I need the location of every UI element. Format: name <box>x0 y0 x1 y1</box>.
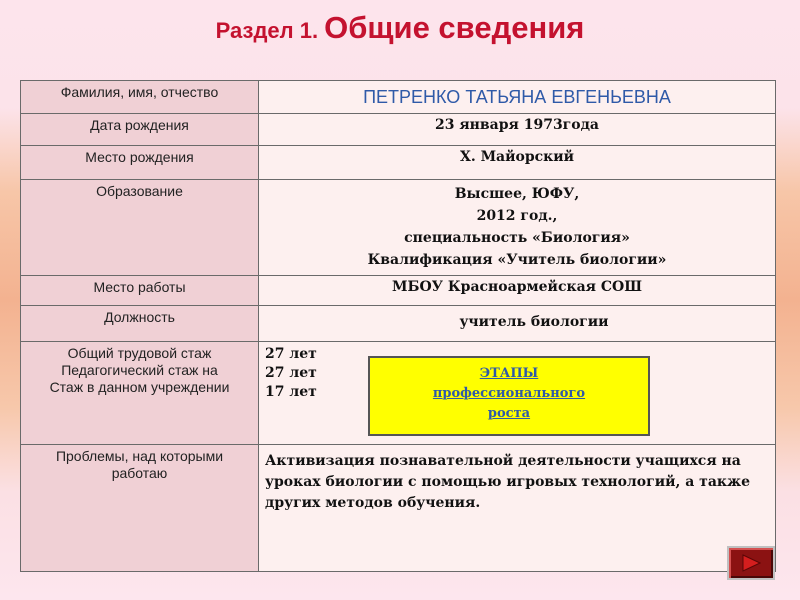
page-title <box>0 10 800 46</box>
education-line: Квалификация «Учитель биологии» <box>367 252 667 268</box>
label-education: Образование <box>21 180 259 276</box>
table-row <box>21 114 776 146</box>
value-position: учитель биологии <box>259 306 776 342</box>
experience-value: 27 лет <box>265 346 317 362</box>
label-birthdate: Дата рождения <box>21 114 259 146</box>
stages-link-line[interactable]: роста <box>487 406 531 421</box>
stages-link-line[interactable]: профессионального <box>432 386 586 401</box>
value-workplace: МБОУ Красноармейская СОШ <box>259 276 776 306</box>
table-row <box>21 180 776 276</box>
experience-value: 17 лет <box>265 384 317 400</box>
info-table <box>20 80 776 572</box>
label-experience <box>21 342 259 445</box>
table-row <box>21 445 776 572</box>
table-row <box>21 276 776 306</box>
label-birthplace: Место рождения <box>21 146 259 180</box>
section-number: Раздел 1. <box>215 18 319 43</box>
section-heading: Общие сведения <box>324 10 585 45</box>
stages-link-box[interactable] <box>368 356 650 436</box>
label-fio: Фамилия, имя, отчество <box>21 81 259 114</box>
label-position: Должность <box>21 306 259 342</box>
value-birthplace: Х. Майорский <box>259 146 776 180</box>
table-row <box>21 146 776 180</box>
value-education <box>259 180 776 276</box>
label-problems: Проблемы, над которыми работаю <box>21 445 259 572</box>
experience-value: 27 лет <box>265 365 317 381</box>
table-row <box>21 306 776 342</box>
value-fio: ПЕТРЕНКО ТАТЬЯНА ЕВГЕНЬЕВНА <box>259 81 776 114</box>
label-workplace: Место работы <box>21 276 259 306</box>
value-birthdate: 23 января 1973года <box>259 114 776 146</box>
stages-link-line[interactable]: ЭТАПЫ <box>479 366 539 381</box>
value-problems: Активизация познавательной деятельности учащихся на уроках биологии с помощью игровых технологий, а также других методов обучения. <box>259 445 776 572</box>
experience-label: Педагогический стаж на <box>61 362 218 378</box>
experience-label: Стаж в данном учреждении <box>49 379 230 395</box>
table-row <box>21 81 776 114</box>
education-line: 2012 год., <box>476 208 558 224</box>
education-line: специальность «Биология» <box>404 230 630 246</box>
play-arrow-icon <box>741 554 761 572</box>
education-line: Высшее, ЮФУ, <box>454 186 580 202</box>
next-slide-button[interactable] <box>727 546 775 580</box>
experience-label: Общий трудовой стаж <box>67 345 212 361</box>
